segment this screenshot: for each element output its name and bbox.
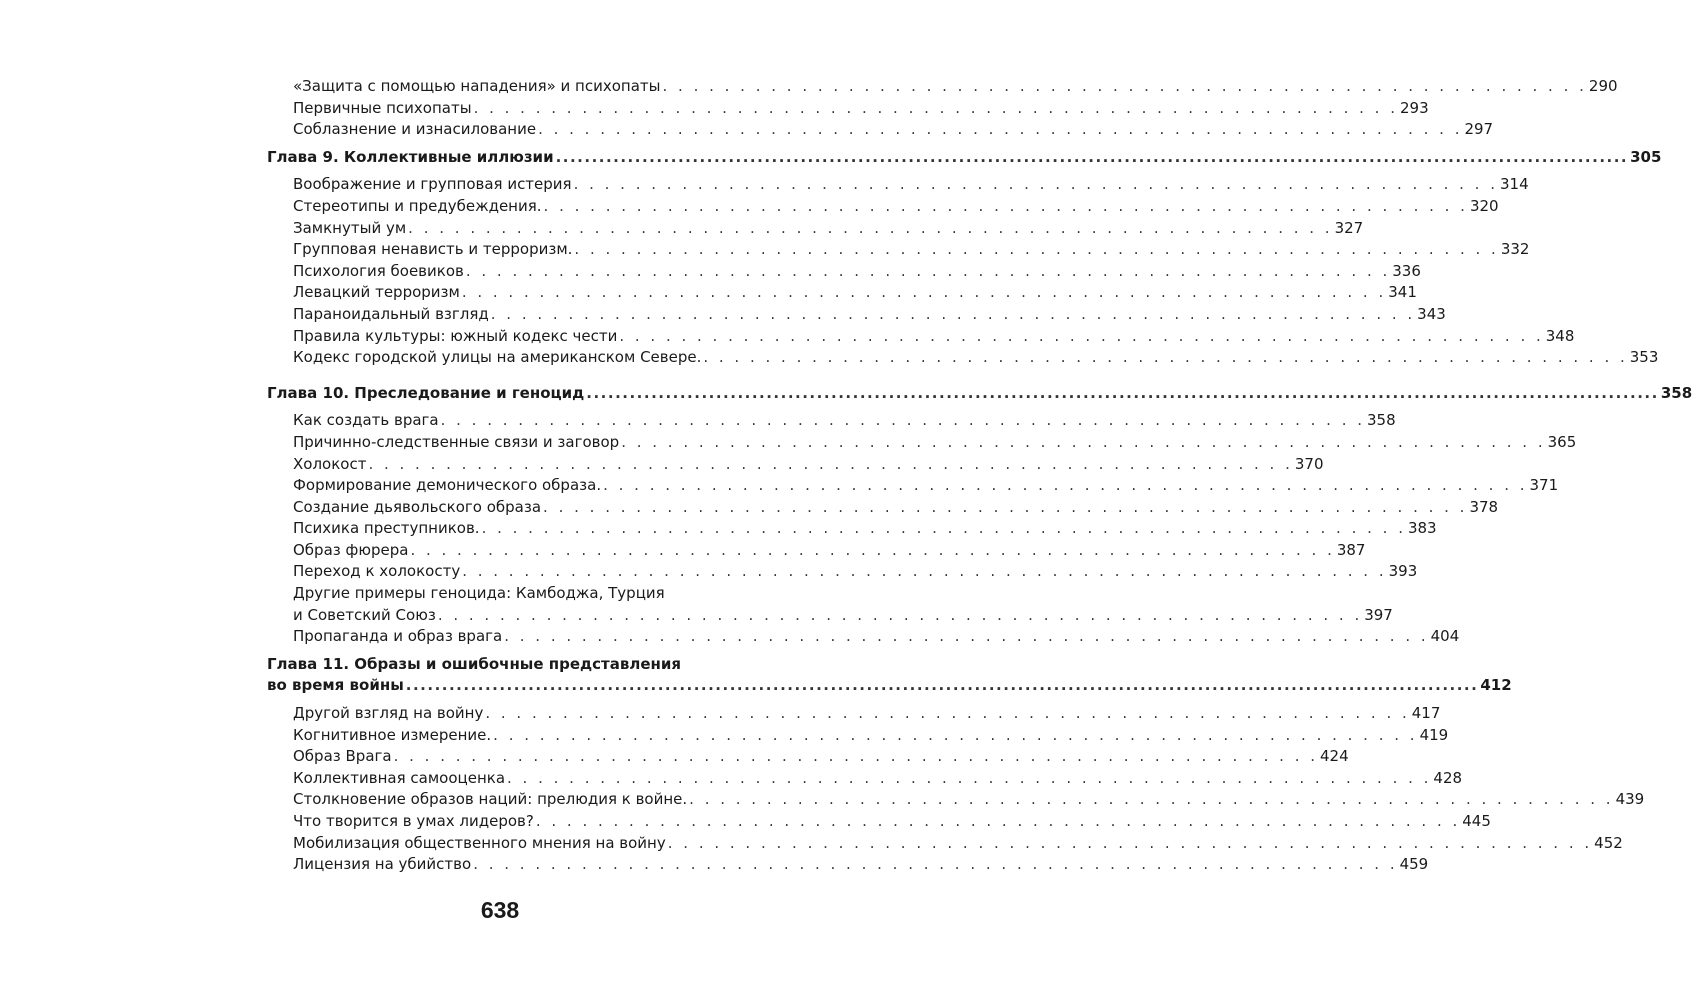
dot-leader [574, 239, 1498, 261]
dot-leader [493, 725, 1417, 747]
chapter-page: 305 [1630, 147, 1662, 166]
toc-entry [267, 605, 1393, 627]
dot-leader [603, 475, 1527, 497]
toc-entry-title: и Советский Союз [293, 605, 436, 624]
toc-entry [267, 768, 1463, 790]
toc-chapter-9 [267, 147, 1662, 169]
dot-leader [482, 518, 1406, 540]
toc-entry [267, 475, 1559, 497]
toc-entry-title: Групповая ненависть и терроризм. [293, 240, 573, 259]
toc-entry-page: 371 [1529, 476, 1559, 495]
dot-leader [474, 98, 1398, 120]
toc-entry-title: Лицензия на убийство [293, 855, 472, 874]
toc-entry [267, 282, 1417, 304]
toc-entry-title: Левацкий терроризм [293, 283, 460, 302]
toc-entry-page: 383 [1407, 519, 1437, 538]
toc-entry-title: Замкнутый ум [293, 218, 407, 237]
toc-entry [267, 703, 1441, 725]
toc-entry-title: Воображение и групповая истерия [293, 175, 572, 194]
toc-entry-title: Столкновение образов наций: прелюдия к войне. [293, 790, 688, 809]
toc-entry-title: Параноидальный взгляд [293, 304, 489, 323]
toc-entry-page: 445 [1462, 812, 1491, 830]
toc-entry [267, 174, 1529, 196]
toc-entry [267, 218, 1364, 240]
dot-leader [408, 218, 1332, 240]
toc-entry-page: 332 [1500, 240, 1530, 259]
toc-entry-title: Причинно-следственные связи и заговор [293, 432, 620, 451]
toc-entry [267, 410, 1396, 432]
toc-entry [267, 347, 1659, 369]
chapter-page: 412 [1480, 676, 1512, 695]
toc-entry [267, 326, 1575, 348]
toc-chapter-10 [267, 383, 1692, 405]
toc-entry-page: 358 [1367, 411, 1396, 430]
toc-entry-page: 370 [1294, 454, 1324, 473]
toc-entry [267, 239, 1530, 261]
chapter-title: во время войны [267, 676, 404, 695]
dot-leader [462, 282, 1386, 304]
dot-leader [703, 347, 1627, 369]
dot-leader [586, 383, 1659, 405]
toc-entry [267, 454, 1324, 476]
toc-entry-page: 365 [1547, 432, 1577, 451]
toc-entry-title: Создание дьявольского образа [293, 497, 542, 516]
dot-leader [689, 789, 1613, 811]
chapter-title: Глава 10. Преследование и геноцид [267, 383, 585, 402]
toc-entry [267, 626, 1460, 648]
page-number: 638 [480, 897, 520, 923]
dot-leader [619, 326, 1543, 348]
dot-leader [438, 605, 1362, 627]
toc-entry-title: Когнитивное измерение. [293, 725, 492, 744]
chapter-title-line: Глава 11. Образы и ошибочные представления [267, 654, 682, 673]
toc-chapter-11 [267, 675, 1512, 697]
toc-entry [267, 540, 1366, 562]
toc-entry-page: 393 [1388, 562, 1418, 581]
toc-entry [267, 76, 1618, 98]
dot-leader [441, 410, 1365, 432]
toc-entry-page: 452 [1594, 833, 1623, 852]
toc-entry [267, 304, 1446, 326]
toc-entry-title-line: Другие примеры геноцида: Камбоджа, Турция [293, 584, 665, 603]
toc-entry-title: Коллективная самооценка [293, 768, 506, 787]
toc-entry-page: 297 [1464, 120, 1494, 139]
toc-entry-page: 459 [1399, 855, 1429, 874]
toc-entry-title: Образ фюрера [293, 540, 409, 559]
toc-entry-title: Мобилизация общественного мнения на войну [293, 833, 666, 852]
toc-entry-page: 424 [1320, 747, 1349, 766]
toc-entry-page: 387 [1336, 540, 1366, 559]
toc-entry-title: Переход к холокосту [293, 562, 461, 581]
dot-leader [394, 746, 1318, 768]
toc-entry-title: Холокост [293, 454, 367, 473]
dot-leader [410, 540, 1334, 562]
toc-entry-page: 320 [1469, 196, 1499, 215]
toc-entry-page: 327 [1334, 218, 1364, 237]
chapter-title: Глава 9. Коллективные иллюзии [267, 147, 554, 166]
toc-entry-page: 343 [1417, 304, 1446, 323]
chapter-page: 358 [1660, 383, 1692, 402]
dot-leader [485, 703, 1409, 725]
toc-entry [267, 746, 1349, 768]
dot-leader [368, 454, 1292, 476]
toc-entry [267, 518, 1437, 540]
toc-entry-title: Формирование демонического образа. [293, 476, 602, 495]
toc-entry-title: Первичные психопаты [293, 98, 472, 117]
toc-entry [267, 497, 1499, 519]
dot-leader [507, 768, 1431, 790]
dot-leader [536, 811, 1460, 833]
toc-entry-page: 428 [1433, 768, 1463, 787]
toc-entry-title: Образ Врага [293, 747, 392, 766]
toc-entry-page: 348 [1545, 326, 1575, 345]
toc-entry-title: Другой взгляд на войну [293, 704, 484, 723]
dot-leader [406, 675, 1479, 697]
toc-entry [267, 98, 1429, 120]
toc-entry-title: «Защита с помощью нападения» и психопаты [293, 77, 661, 95]
toc-entry-page: 404 [1430, 627, 1460, 646]
toc-entry [267, 833, 1623, 855]
toc-entry-page: 417 [1411, 704, 1441, 723]
dot-leader [621, 432, 1545, 454]
dot-leader [663, 76, 1587, 98]
dot-leader [574, 174, 1498, 196]
toc-entry-title: Стереотипы и предубеждения. [293, 196, 542, 215]
table-of-contents [267, 76, 1692, 876]
toc-entry [267, 725, 1449, 747]
toc-entry-title: Кодекс городской улицы на американском Севере. [293, 348, 702, 367]
toc-entry-title: Что творится в умах лидеров? [293, 812, 534, 830]
toc-entry-title: Соблазнение и изнасилование [293, 120, 537, 139]
toc-entry-page: 439 [1615, 790, 1645, 809]
toc-entry-title: Пропаганда и образ врага [293, 627, 503, 646]
dot-leader [543, 497, 1467, 519]
dot-leader [491, 304, 1415, 326]
dot-leader [473, 854, 1397, 876]
toc-entry-page: 397 [1364, 605, 1393, 624]
toc-entry-page: 290 [1588, 77, 1618, 95]
toc-entry-page: 419 [1419, 725, 1449, 744]
dot-leader [504, 626, 1428, 648]
toc-entry-page: 341 [1388, 283, 1417, 302]
dot-leader [544, 196, 1468, 218]
toc-entry-page: 378 [1469, 497, 1499, 516]
dot-leader [462, 561, 1386, 583]
toc-entry-page: 293 [1399, 98, 1429, 117]
toc-entry [267, 789, 1645, 811]
toc-entry [267, 854, 1429, 876]
toc-entry-page: 353 [1629, 348, 1659, 367]
dot-leader [538, 119, 1462, 141]
toc-entry [267, 261, 1421, 283]
toc-entry-page: 314 [1499, 175, 1529, 194]
dot-leader [466, 261, 1390, 283]
toc-entry-title: Психология боевиков [293, 261, 464, 280]
toc-entry-title: Как создать врага [293, 411, 439, 430]
dot-leader [668, 833, 1592, 855]
toc-entry-title: Правила культуры: южный кодекс чести [293, 326, 618, 345]
toc-entry [267, 432, 1577, 454]
toc-entry [267, 119, 1494, 141]
toc-entry [267, 196, 1499, 218]
toc-entry [267, 811, 1491, 833]
toc-entry-title: Психика преступников. [293, 519, 480, 538]
toc-entry-page: 336 [1392, 261, 1421, 280]
toc-entry [267, 561, 1418, 583]
dot-leader [556, 147, 1629, 169]
